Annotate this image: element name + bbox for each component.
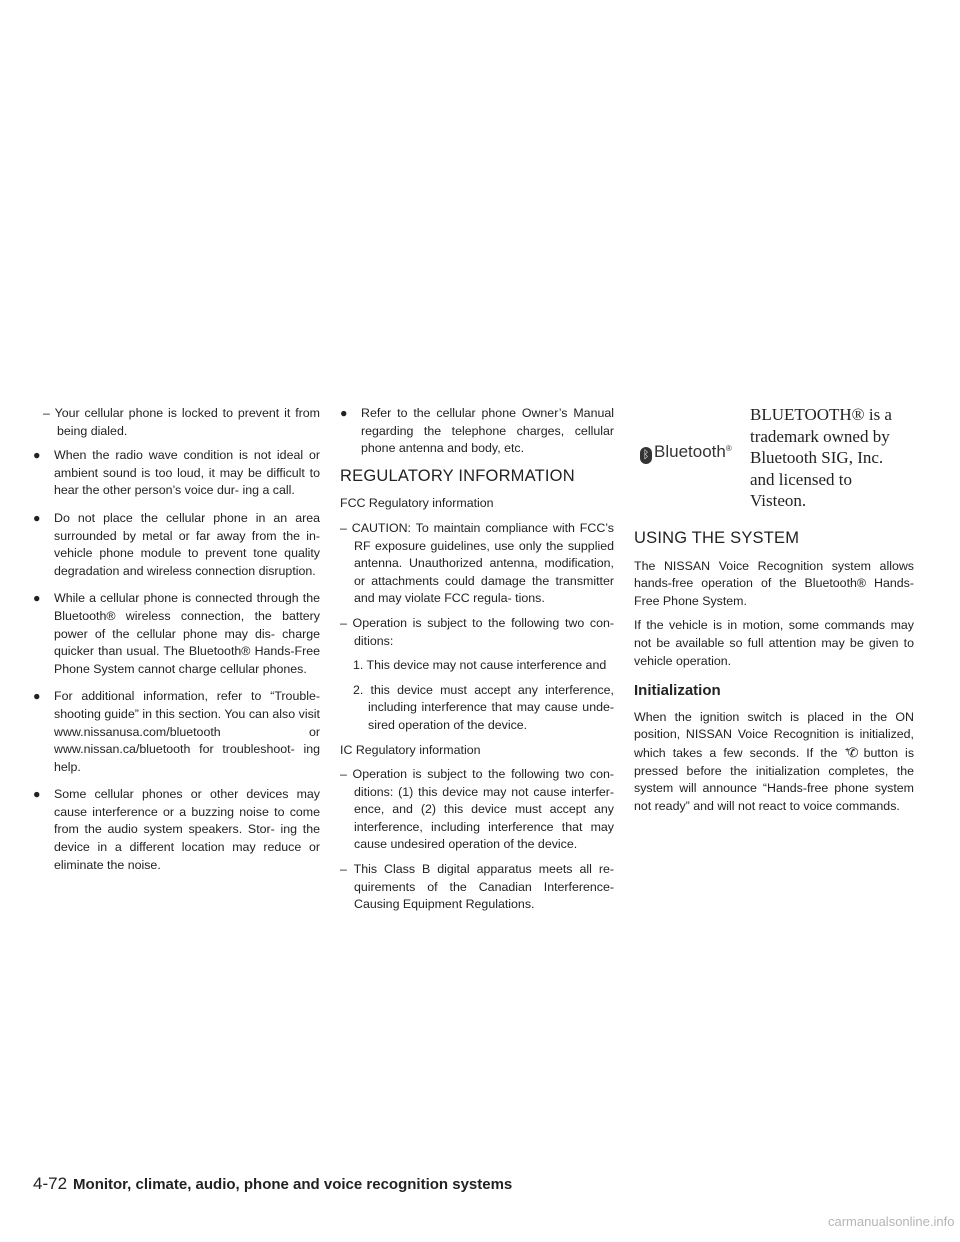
fcc-condition-1: 1. This device may not cause interference and [353,658,607,673]
bullet-item-owners-manual: ● Refer to the cellular phone Owner’s Manual regarding the telephone charges, cellular phone antenna and body, etc. [340,406,614,456]
bullet-icon: ● [33,787,41,802]
fcc-label: FCC Regulatory information [340,496,494,511]
bluetooth-trademark-block [634,400,914,520]
column-1 [33,405,320,884]
bullet-item: ● When the radio wave condition is not ideal or ambient sound is too loud, it may be difficult to hear the other person’s voice dur- ing a call. [33,448,320,498]
watermark: carmanualsonline.info [828,1214,955,1229]
bullet-icon: ● [33,689,41,704]
fcc-operation: – Operation is subject to the following two con- ditions: [340,615,614,648]
fcc-condition-2: 2. this device must accept any interference, including interference that may cause unde- sired operation of the device. [353,682,614,732]
bullet-icon: ● [33,448,41,463]
page-footer [33,1175,512,1194]
bullet-icon: ● [340,406,348,420]
bullet-item: ● For additional information, refer to “Trouble- shooting guide” in this section. You can also visit www.nissanusa.com/bluetooth or www.nissan.ca/bluetooth for troubleshoot- ing help. [33,689,320,774]
bullet-item: ● Do not place the cellular phone in an area surrounded by metal or far away from the in-vehicle phone module to prevent tone quality degradation and wireless connection disruption. [33,510,320,578]
initialization-para: When the ignition switch is placed in the ON position, NISSAN Voice Recognition is initialized, which takes a few seconds. If the ᐩ✆ button is pressed before the initialization completes, the system will announce “Hands-free phone system not ready” and will not react to voice commands. [634,709,915,813]
bluetooth-icon: ᛒ [640,447,652,464]
fcc-caution: – CAUTION: To maintain compliance with FCC’s RF exposure guidelines, use only the supplied antenna. Unauthorized antenna, modification, or attachments could damage the transmitter and may violate FCC regula- tions. [340,520,614,606]
regulatory-heading: REGULATORY INFORMATION [340,466,575,485]
bullet-item: ● Some cellular phones or other devices may cause interference or a buzzing noise to come from the audio system speakers. Stor- ing the device in a different location may reduce or eliminate the noise. [33,787,320,872]
ic-operation: – Operation is subject to the following two con- ditions: (1) this device may not cause interfer- ence, and (2) this device must accept any interference, including interference that may cause undesired operation of the device. [340,767,614,852]
bullet-icon: ● [33,510,41,525]
initialization-subheading: Initialization [634,682,721,700]
bluetooth-logo-text: Bluetooth [654,442,726,461]
ic-label: IC Regulatory information [340,742,481,757]
using-system-heading: USING THE SYSTEM [634,529,800,547]
page-number: 4-72 [33,1174,68,1193]
dash-item-locked-phone: – Your cellular phone is locked to prevent it from being dialed. [43,406,320,438]
ic-class-b: – This Class B digital apparatus meets all re- quirements of the Canadian Interference- Causing Equipment Regulations. [340,862,614,912]
trademark-note: BLUETOOTH® is a trademark owned by Bluetooth SIG, Inc. and licensed to Visteon. [750,405,892,510]
section-title: Monitor, climate, audio, phone and voice recognition systems [73,1176,513,1193]
column-3 [634,405,914,822]
bullet-icon: ● [33,591,41,606]
phone-talk-icon: ᐩ✆ [844,744,857,760]
bullet-item: ● While a cellular phone is connected through the Bluetooth® wireless connection, the battery power of the cellular phone may dis- charge quicker than usual. The Bluetooth® Hands-Free Phone System cannot charge cellular phones. [33,591,320,676]
bluetooth-logo [640,440,732,464]
using-system-para-2: If the vehicle is in motion, some commands may not be available so full attention may be given to vehicle operation. [634,618,914,668]
bluetooth-logo-mark: ® [725,444,732,453]
using-system-para-1: The NISSAN Voice Recognition system allows hands-free operation of the Bluetooth® Hands- Free Phone System. [634,558,914,608]
column-2 [340,405,614,921]
